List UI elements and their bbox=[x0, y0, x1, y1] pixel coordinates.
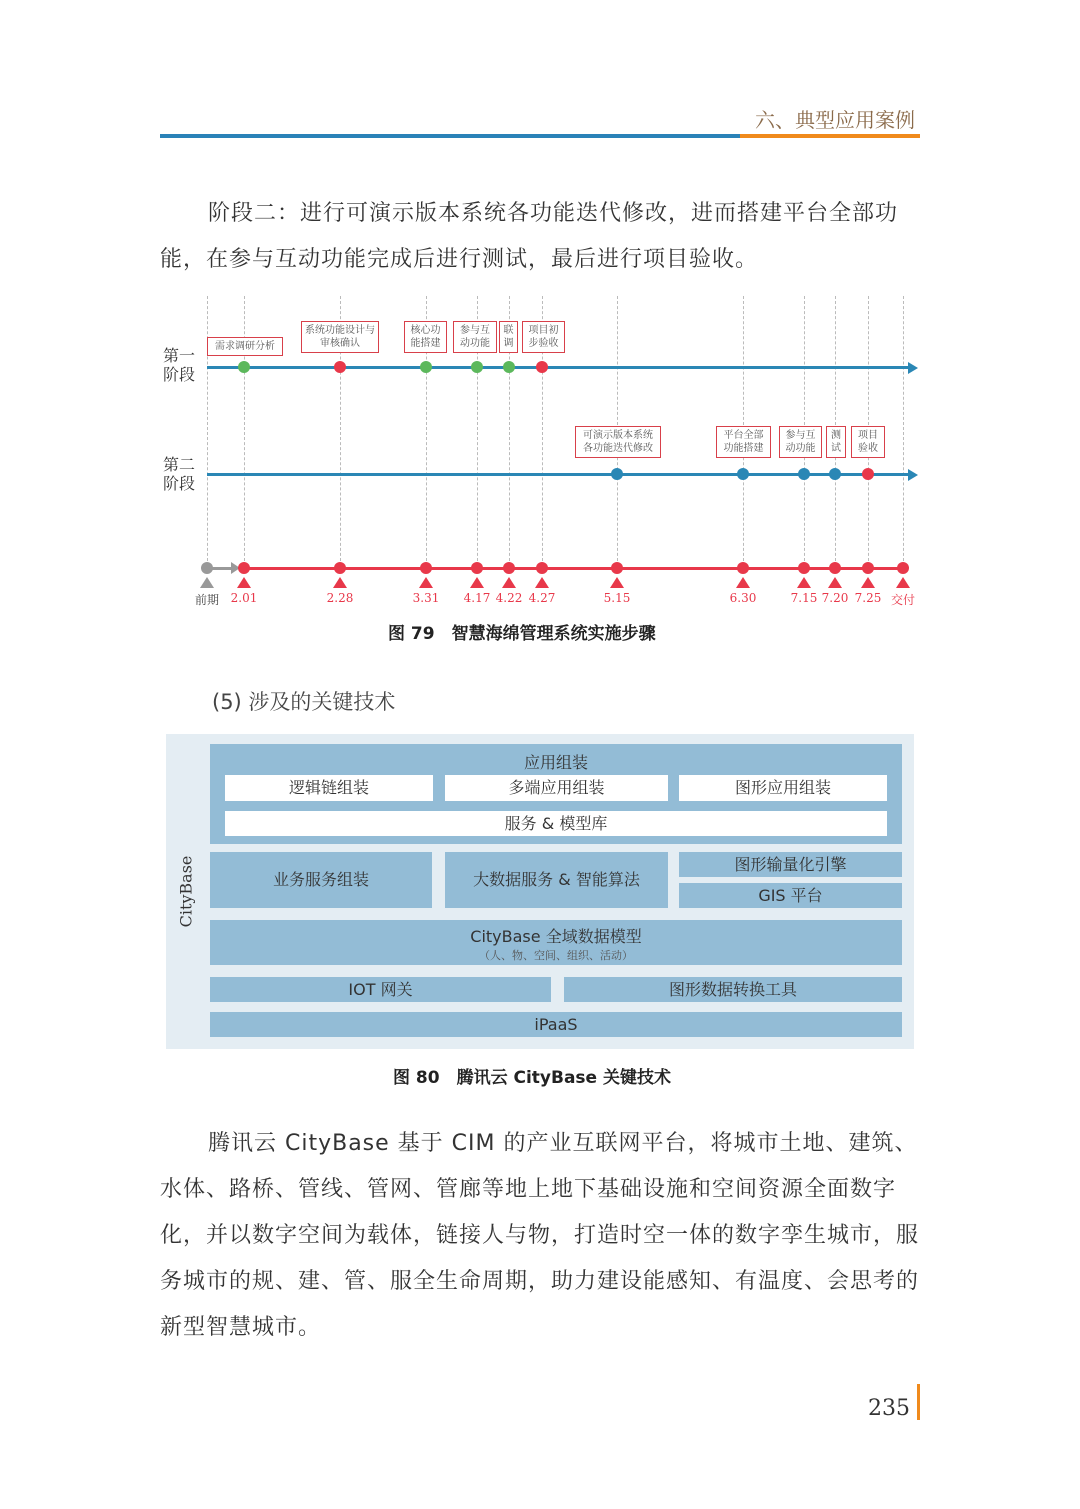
milestone-triangle-icon bbox=[419, 577, 433, 588]
milestone-triangle-icon bbox=[237, 577, 251, 588]
milestone-dot bbox=[471, 562, 483, 574]
milestone-dot bbox=[737, 562, 749, 574]
phase1-dot bbox=[503, 361, 515, 373]
graphics-engine-block: 图形输量化引擎 bbox=[679, 852, 902, 877]
citybase-side-label: CityBase bbox=[176, 855, 196, 928]
gridline bbox=[903, 296, 904, 566]
phase2-label: 第二阶段 bbox=[163, 455, 196, 493]
body-paragraph: 腾讯云 CityBase 基于 CIM 的产业互联网平台，将城市土地、建筑、水体、路桥、管线、管网、管廊等地上地下基础设施和空间资源全面数字化，并以数字空间为载体，链接人与物，打造时空一体的数字孪生城市，服务城市的规、建、管、服全生命周期，助力建设能感知、有温度、会思考的新型智慧城市。 bbox=[160, 1131, 920, 1340]
phase2-task-box: 项目验收 bbox=[851, 426, 885, 458]
date-label: 4.17 bbox=[463, 591, 491, 605]
phase2-task-box: 测试 bbox=[826, 426, 846, 458]
citybase-diagram bbox=[166, 734, 914, 1049]
phase1-task-box: 参与互动功能 bbox=[453, 321, 497, 353]
milestone-triangle-icon bbox=[797, 577, 811, 588]
service-library: 服务 & 模型库 bbox=[225, 811, 887, 836]
iot-block: IOT 网关 bbox=[210, 977, 551, 1002]
phase1-task-box: 联调 bbox=[499, 321, 518, 353]
date-label: 7.20 bbox=[821, 591, 849, 605]
date-label: 前期 bbox=[194, 593, 220, 607]
date-label: 6.30 bbox=[729, 591, 757, 605]
phase2-task-box: 参与互动功能 bbox=[779, 426, 822, 458]
date-label: 交付 bbox=[890, 593, 916, 607]
milestone-triangle-icon bbox=[535, 577, 549, 588]
date-label: 3.31 bbox=[412, 591, 440, 605]
phase2-dot bbox=[611, 468, 623, 480]
date-label: 5.15 bbox=[603, 591, 631, 605]
milestone-dot bbox=[897, 562, 909, 574]
phase1-dot bbox=[334, 361, 346, 373]
phase2-dot bbox=[737, 468, 749, 480]
business-service-block: 业务服务组装 bbox=[210, 852, 432, 908]
phase1-dot bbox=[238, 361, 250, 373]
page-number-bar bbox=[917, 1384, 920, 1420]
date-label: 4.22 bbox=[495, 591, 523, 605]
phase2-dot bbox=[798, 468, 810, 480]
ipaas-block: iPaaS bbox=[210, 1012, 902, 1037]
phase2-dot bbox=[829, 468, 841, 480]
milestone-triangle-icon bbox=[470, 577, 484, 588]
date-label: 7.25 bbox=[854, 591, 882, 605]
phase2-task-box: 平台全部功能搭建 bbox=[716, 426, 771, 458]
phase1-task-box: 需求调研分析 bbox=[207, 337, 283, 356]
milestone-triangle-icon bbox=[828, 577, 842, 588]
section-header: 六、典型应用案例 bbox=[755, 108, 915, 132]
phase1-dot bbox=[420, 361, 432, 373]
phase2-task-box: 可演示版本系统各功能迭代修改 bbox=[575, 426, 661, 458]
milestone-dot bbox=[611, 562, 623, 574]
page-number: 235 bbox=[868, 1396, 910, 1421]
milestone-dot bbox=[238, 562, 250, 574]
app-assembly-label: 应用组装 bbox=[523, 753, 588, 772]
milestone-dot bbox=[536, 562, 548, 574]
phase1-dot bbox=[471, 361, 483, 373]
data-model-block bbox=[210, 920, 902, 965]
date-label: 2.28 bbox=[326, 591, 354, 605]
bigdata-block: 大数据服务 & 智能算法 bbox=[445, 852, 668, 908]
phase1-arrow-icon bbox=[908, 362, 918, 374]
milestone-dot bbox=[862, 562, 874, 574]
milestone-dot bbox=[201, 562, 213, 574]
timeline-figure bbox=[0, 0, 1080, 640]
milestone-triangle-icon bbox=[896, 577, 910, 588]
phase2-arrow-icon bbox=[908, 469, 918, 481]
data-model-label: CityBase 全域数据模型 bbox=[470, 927, 642, 946]
milestone-triangle-icon bbox=[861, 577, 875, 588]
phase1-task-box: 系统功能设计与审核确认 bbox=[301, 321, 379, 353]
date-label: 2.01 bbox=[230, 591, 258, 605]
milestone-triangle-icon bbox=[200, 577, 214, 588]
milestone-dot bbox=[420, 562, 432, 574]
milestone-triangle-icon bbox=[736, 577, 750, 588]
phase1-label: 第一阶段 bbox=[163, 346, 196, 384]
date-label: 7.15 bbox=[790, 591, 818, 605]
milestone-triangle-icon bbox=[502, 577, 516, 588]
app-item: 图形应用组装 bbox=[679, 775, 887, 801]
phase2-dot bbox=[862, 468, 874, 480]
figure79-caption: 图 79 智慧海绵管理系统实施步骤 bbox=[388, 624, 656, 644]
section-title: (5) 涉及的关键技术 bbox=[212, 690, 396, 714]
data-model-sub: （人、物、空间、组织、活动） bbox=[479, 949, 633, 962]
convert-tool-block: 图形数据转换工具 bbox=[564, 977, 902, 1002]
milestone-triangle-icon bbox=[333, 577, 347, 588]
phase1-task-box: 项目初步验收 bbox=[522, 321, 565, 353]
milestone-triangle-icon bbox=[610, 577, 624, 588]
gis-block: GIS 平台 bbox=[679, 883, 902, 908]
milestone-dot bbox=[798, 562, 810, 574]
phase1-dot bbox=[536, 361, 548, 373]
milestone-dot bbox=[829, 562, 841, 574]
phase1-task-box: 核心功能搭建 bbox=[404, 321, 447, 353]
date-label: 4.27 bbox=[528, 591, 556, 605]
figure80-caption: 图 80 腾讯云 CityBase 关键技术 bbox=[393, 1068, 672, 1088]
app-item: 逻辑链组装 bbox=[225, 775, 433, 801]
intro-paragraph: 阶段二：进行可演示版本系统各功能迭代修改，进而搭建平台全部功能，在参与互动功能完成后进行测试，最后进行项目验收。 bbox=[160, 201, 899, 272]
milestone-dot bbox=[334, 562, 346, 574]
app-item: 多端应用组装 bbox=[445, 775, 668, 801]
milestone-dot bbox=[503, 562, 515, 574]
phase1-line bbox=[207, 366, 911, 369]
